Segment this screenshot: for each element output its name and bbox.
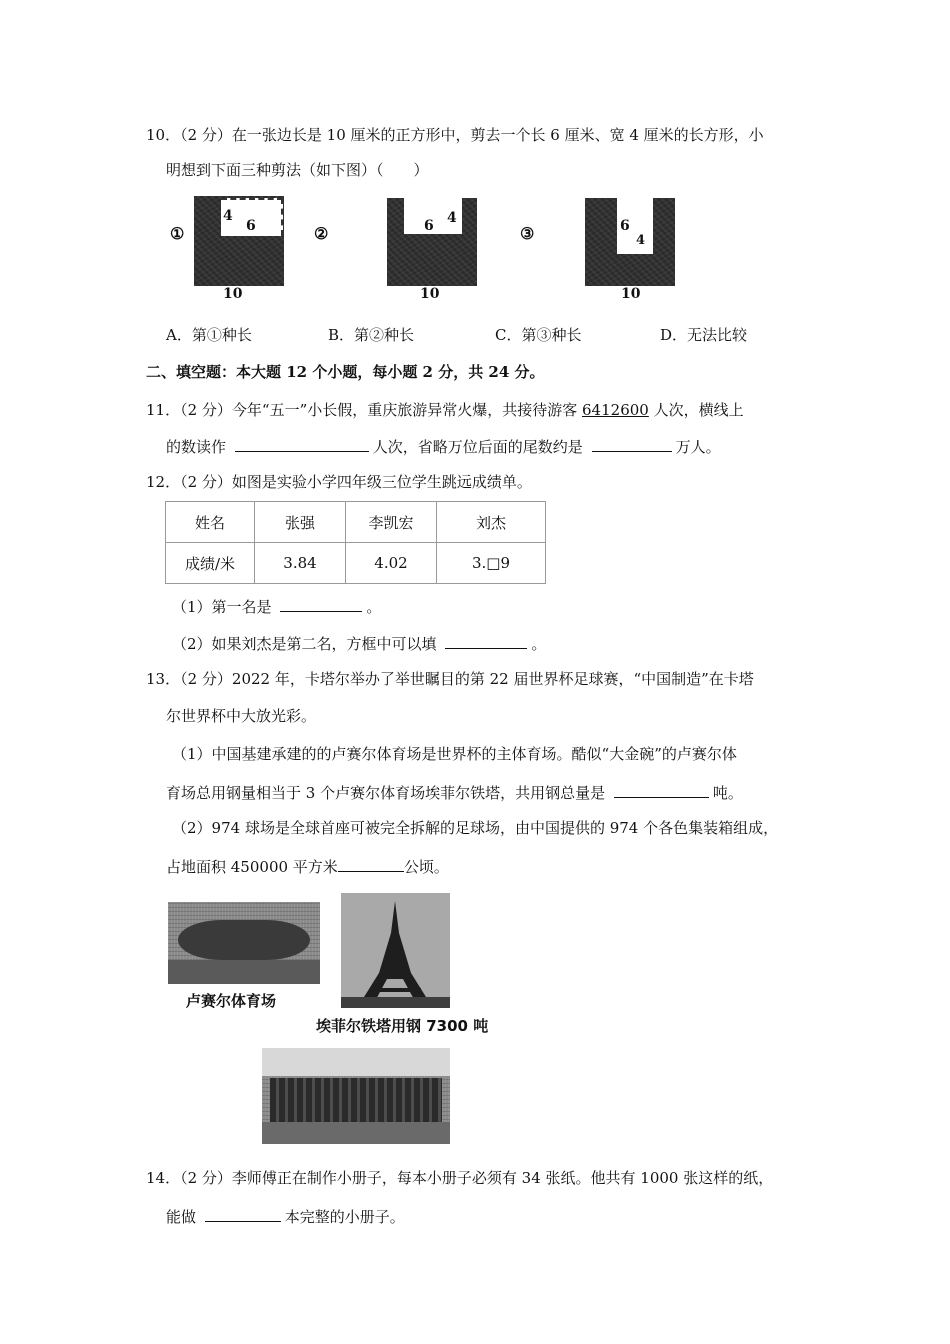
- q12-sub2-end: 。: [531, 635, 547, 653]
- container-wall: [270, 1078, 442, 1122]
- figure-1-length: 6: [246, 218, 256, 234]
- q13-sub2-line1: （2）974 球场是全球首座可被完全拆解的足球场，由中国提供的 974 个各色集装箱组成，: [172, 819, 779, 837]
- table-row: [166, 543, 546, 584]
- q12-blank-1[interactable]: [280, 595, 362, 612]
- water: [262, 1122, 450, 1144]
- q14-text: 能做: [166, 1208, 201, 1226]
- table-cell: 成绩/米: [166, 543, 255, 584]
- figure-3-label: ③: [520, 224, 535, 243]
- q11-text-a: 11．（2 分）今年“五一”小长假，重庆旅游异常火爆，共接待游客: [146, 401, 583, 419]
- q13-sub2-line2: [166, 855, 449, 877]
- stadium-974-photo: [262, 1048, 450, 1144]
- table-cell: 李凯宏: [346, 502, 437, 543]
- q13-sub2-end: 公顷。: [403, 858, 449, 876]
- q14-line2: [166, 1205, 405, 1227]
- figure-1-side: 10: [223, 286, 243, 302]
- q10-line1: 10．（2 分）在一张边长是 10 厘米的正方形中，剪去一个长 6 厘米、宽 4 厘米的长方形，小: [146, 126, 764, 144]
- q11-text-b: 人次，横线上: [648, 401, 744, 419]
- q12-sub1: [172, 595, 381, 617]
- q12-sub1-text: （1）第一名是: [172, 598, 277, 616]
- eiffel-tower-icon: [341, 893, 450, 1008]
- figure-3: [520, 196, 680, 306]
- figure-2: [314, 196, 484, 306]
- score-table: [165, 501, 546, 584]
- option-b: B．第②种长: [328, 326, 415, 344]
- q14-end: 本完整的小册子。: [284, 1208, 405, 1226]
- q13-sub1-line2: [166, 781, 743, 803]
- table-cell: 3.84: [255, 543, 346, 584]
- q14-line1: 14．（2 分）李师傅正在制作小册子，每本小册子必须有 34 张纸。他共有 1000 张这样的纸，: [146, 1169, 774, 1187]
- q13-sub1-line1: （1）中国基建承建的的卢赛尔体育场是世界杯的主体育场。酷似“大金碗”的卢赛尔体: [172, 745, 737, 763]
- section-heading: 二、填空题：本大题 12 个小题，每小题 2 分，共 24 分。: [146, 363, 545, 381]
- figure-2-length: 6: [424, 218, 434, 234]
- q13-blank-1[interactable]: [614, 781, 709, 798]
- figure-2-label: ②: [314, 224, 329, 243]
- option-d: D．无法比较: [660, 326, 748, 344]
- q13-line2: 尔世界杯中大放光彩。: [166, 707, 317, 725]
- q13-sub1-end: 吨。: [712, 784, 743, 802]
- table-cell: 刘杰: [437, 502, 546, 543]
- q12-blank-2[interactable]: [445, 632, 527, 649]
- figure-3-width: 4: [636, 233, 646, 248]
- q13-line1: 13．（2 分）2022 年，卡塔尔举办了举世瞩目的第 22 届世界杯足球赛，“中国制造”在卡塔: [146, 670, 754, 688]
- option-c: C．第③种长: [495, 326, 582, 344]
- q14-blank[interactable]: [205, 1205, 281, 1222]
- q11-text-c: 的数读作: [166, 438, 231, 456]
- q11-number: 6412600: [582, 401, 649, 419]
- caption-lusail: 卢赛尔体育场: [186, 992, 277, 1010]
- figure-1-label: ①: [170, 224, 185, 243]
- q11-blank-2[interactable]: [592, 435, 672, 452]
- figure-1-width: 4: [223, 208, 233, 224]
- table-cell: 姓名: [166, 502, 255, 543]
- q12-sub2: [172, 632, 546, 654]
- figure-3-length: 6: [620, 218, 630, 234]
- q11-text-e: 万人。: [675, 438, 721, 456]
- eiffel-tower-photo: [341, 893, 450, 1008]
- table-cell: 3.□9: [437, 543, 546, 584]
- q12-stem: 12．（2 分）如图是实验小学四年级三位学生跳远成绩单。: [146, 473, 532, 491]
- q11-text-d: 人次，省略万位后面的尾数约是: [372, 438, 588, 456]
- q13-sub1-text: 育场总用钢量相当于 3 个卢赛尔体育场埃菲尔铁塔，共用钢总量是: [166, 784, 610, 802]
- q11-line2: [166, 435, 721, 457]
- sky: [262, 1048, 450, 1076]
- figure-3-side: 10: [621, 286, 641, 302]
- q10-line2: 明想到下面三种剪法（如下图）（ ）: [166, 161, 429, 179]
- q11-blank-1[interactable]: [235, 435, 369, 452]
- table-cell: 张强: [255, 502, 346, 543]
- q12-sub2-text: （2）如果刘杰是第二名，方框中可以填: [172, 635, 442, 653]
- figure-1: [166, 196, 291, 306]
- q11-line1: [146, 400, 744, 420]
- caption-eiffel: 埃菲尔铁塔用钢 7300 吨: [316, 1017, 489, 1035]
- stadium-shape: [178, 920, 310, 960]
- figure-2-side: 10: [420, 286, 440, 302]
- q13-sub2-text: 占地面积 450000 平方米: [166, 858, 338, 876]
- table-row: [166, 502, 546, 543]
- figure-2-width: 4: [447, 210, 457, 226]
- q13-blank-2[interactable]: [338, 855, 404, 872]
- stadium-ground: [168, 960, 320, 984]
- lusail-stadium-photo: [168, 902, 320, 984]
- option-a: A．第①种长: [166, 326, 252, 344]
- table-cell: 4.02: [346, 543, 437, 584]
- q12-sub1-end: 。: [366, 598, 382, 616]
